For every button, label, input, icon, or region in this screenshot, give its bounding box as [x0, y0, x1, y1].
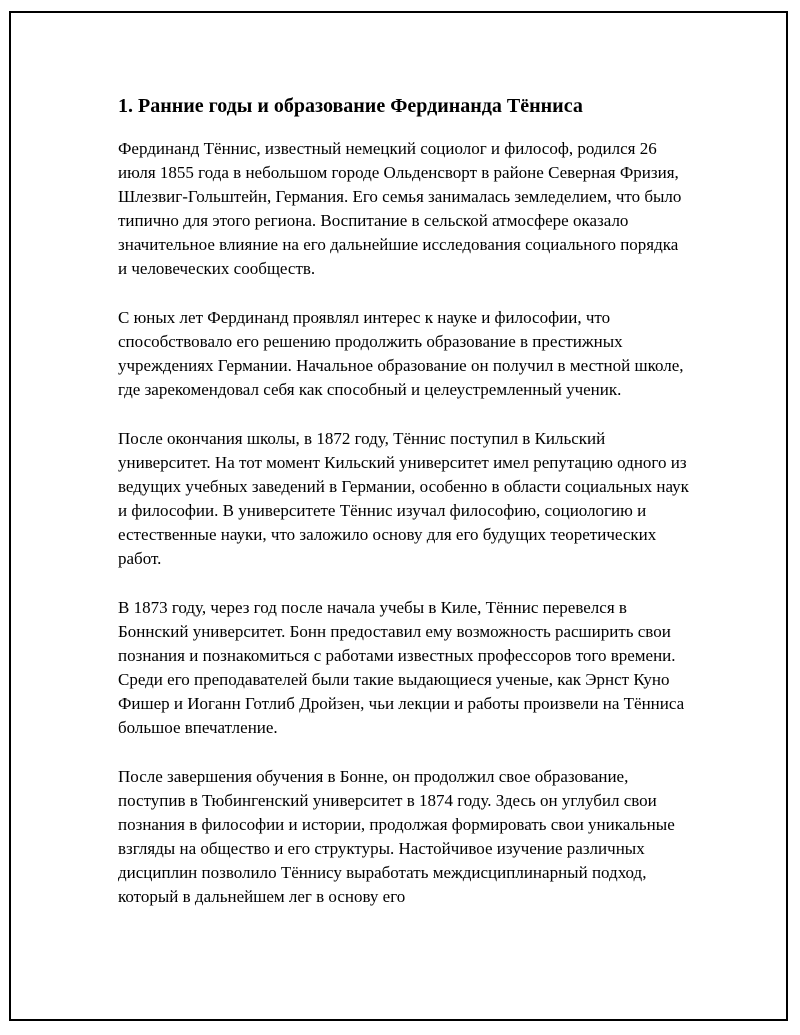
paragraph-3: После окончания школы, в 1872 году, Тённис поступил в Кильский университет. На тот момент Кильский университет имел репутацию одного из ведущих учебных заведений в Германии, особенно в области социальных наук и философии. В университете Тённис изучал философию, социологию и естественные науки, что заложило основу для его будущих теоретических работ.: [118, 429, 689, 568]
paragraph-2: С юных лет Фердинанд проявлял интерес к науке и философии, что способствовало его решению продолжить образование в престижных учреждениях Германии. Начальное образование он получил в местной школе, где зарекомендовал себя как способный и целеустремленный ученик.: [118, 308, 684, 399]
paragraph-1: Фердинанд Тённис, известный немецкий социолог и философ, родился 26 июля 1855 года в небольшом городе Ольденсворт в районе Северная Фризия, Шлезвиг-Гольштейн, Германия. Его семья занималась земледелием, что было типично для этого региона. Воспитание в сельской атмосфере оказало значительное влияние на его дальнейшие исследования социального порядка и человеческих сообществ.: [118, 139, 682, 278]
document-body: [118, 92, 690, 934]
paragraph-4: В 1873 году, через год после начала учебы в Киле, Тённис перевелся в Боннский университет. Бонн предоставил ему возможность расширить свои познания и познакомиться с работами известных профессоров того времени. Среди его преподавателей были такие выдающиеся ученые, как Эрнст Куно Фишер и Иоганн Готлиб Дройзен, чьи лекции и работы произвели на Тённиса большое впечатление.: [118, 598, 685, 737]
section-heading: 1. Ранние годы и образование Фердинанда Тённиса: [118, 95, 583, 117]
paragraph-5: После завершения обучения в Бонне, он продолжил свое образование, поступив в Тюбингенский университет в 1874 году. Здесь он углубил свои познания в философии и истории, продолжая формировать свои уникальные взгляды на общество и его структуры. Настойчивое изучение различных дисциплин позволило Тённису выработать междисциплинарный подход, который в дальнейшем лег в основу его: [118, 767, 675, 906]
